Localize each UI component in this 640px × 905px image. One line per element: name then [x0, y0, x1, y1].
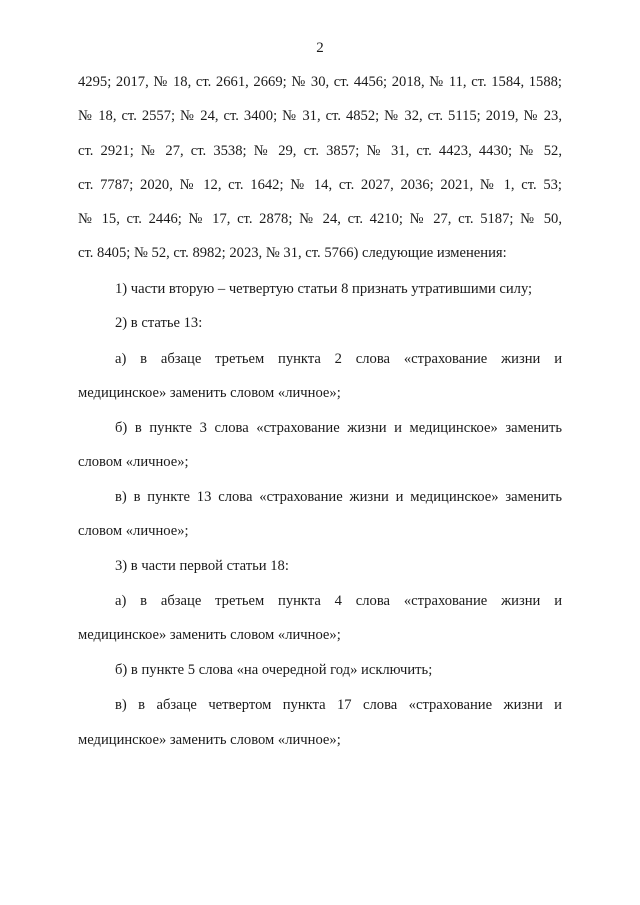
text-line: словом «личное»;: [78, 454, 189, 470]
amendment-item: 2) в статье 13:: [115, 315, 203, 331]
page-number: 2: [316, 40, 324, 56]
amendment-subitem: б) в пункте 3 слова «страхование жизни и медицинское» заменить: [115, 420, 562, 436]
text-line: медицинское» заменить словом «личное»;: [78, 385, 341, 401]
text-line: словом «личное»;: [78, 523, 189, 539]
amendment-subitem: в) в пункте 13 слова «страхование жизни и медицинское» заменить: [115, 489, 562, 505]
text-line: № 15, ст. 2446; № 17, ст. 2878; № 24, ст. 4210; № 27, ст. 5187; № 50,: [78, 211, 562, 227]
amendment-subitem: а) в абзаце третьем пункта 4 слова «страхование жизни и: [115, 593, 562, 609]
text-line: ст. 8405; № 52, ст. 8982; 2023, № 31, ст. 5766) следующие изменения:: [78, 245, 507, 261]
text-line: 4295; 2017, № 18, ст. 2661, 2669; № 30, ст. 4456; 2018, № 11, ст. 1584, 1588;: [78, 74, 562, 90]
amendment-item: 1) части вторую – четвертую статьи 8 признать утратившими силу;: [115, 281, 533, 297]
text-line: № 18, ст. 2557; № 24, ст. 3400; № 31, ст. 4852; № 32, ст. 5115; 2019, № 23,: [78, 108, 562, 124]
text-line: медицинское» заменить словом «личное»;: [78, 627, 341, 643]
amendment-subitem: в) в абзаце четвертом пункта 17 слова «страхование жизни и: [115, 697, 562, 713]
text-line: ст. 7787; 2020, № 12, ст. 1642; № 14, ст. 2027, 2036; 2021, № 1, ст. 53;: [78, 177, 562, 193]
amendment-subitem: б) в пункте 5 слова «на очередной год» исключить;: [115, 662, 433, 678]
amendment-subitem: а) в абзаце третьем пункта 2 слова «страхование жизни и: [115, 351, 562, 367]
text-line: медицинское» заменить словом «личное»;: [78, 732, 341, 748]
text-line: ст. 2921; № 27, ст. 3538; № 29, ст. 3857; № 31, ст. 4423, 4430; № 52,: [78, 143, 562, 159]
amendment-item: 3) в части первой статьи 18:: [115, 558, 289, 574]
